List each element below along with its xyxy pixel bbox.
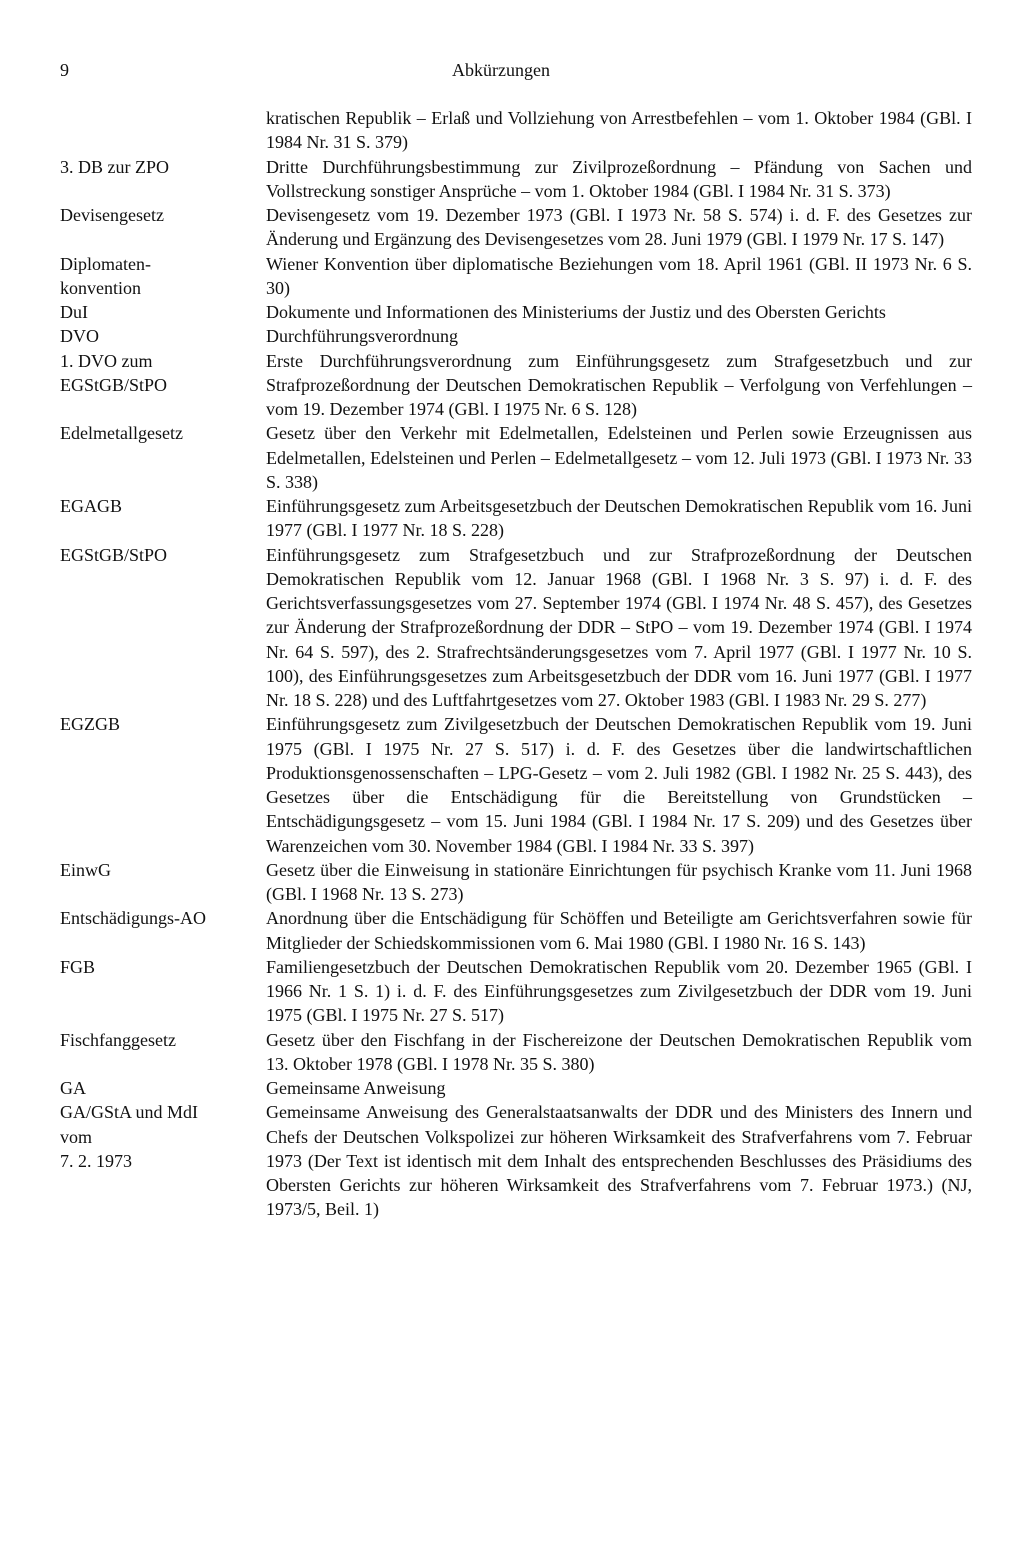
abbreviation-definition: Gesetz über den Verkehr mit Edelmetallen, Edelsteinen und Perlen sowie Erzeugnissen aus Edelmetallen, Edelsteinen und Perlen – Edelmetallgesetz – vom 12. Juli 1973 (GBl. I 1973 Nr. 33 S. 338) <box>266 423 972 492</box>
abbreviation-term: DVO <box>60 326 99 347</box>
abbreviation-definition: Gemeinsame Anweisung des Generalstaatsanwalts der DDR und des Ministers des Innern und Chefs der Deutschen Volkspolizei zur höheren Wirksamkeit des Strafverfahrens vom 7. Februar 1973 (Der Text ist identisch mit dem Inhalt des entsprechenden Beschlusses des Präsidiums des Obersten Gerichts zur höheren Wirksamkeit des Strafverfahrens vom 7. Februar 1973.) (NJ, 1973/5, Beil. 1) <box>266 1102 972 1220</box>
abbreviation-term: 1. DVO zum EGStGB/StPO <box>60 350 168 395</box>
list-item <box>0 421 1024 494</box>
abbreviation-definition: Durchführungsverordnung <box>266 326 458 347</box>
list-item <box>0 252 1024 301</box>
abbreviation-definition: Einführungsgesetz zum Arbeitsgesetzbuch der Deutschen Demokratischen Republik vom 16. Juni 1977 (GBl. I 1977 Nr. 18 S. 228) <box>266 496 972 541</box>
abbreviation-definition: Anordnung über die Entschädigung für Schöffen und Beteiligte am Gerichtsverfahren sowie für Mitglieder der Schiedskommissionen vom 6. Mai 1980 (GBl. I 1980 Nr. 16 S. 143) <box>266 908 972 953</box>
abbreviation-definition: Erste Durchführungsverordnung zum Einführungsgesetz zum Strafgesetzbuch und zur Strafprozeßordnung der Deutschen Demokratischen Republik – Verfolgung von Verfehlungen – vom 19. Dezember 1974 (GBl. I 1975 Nr. 6 S. 128) <box>266 350 972 419</box>
abbreviation-definition: kratischen Republik – Erlaß und Vollziehung von Arrestbefehlen – vom 1. Oktober 1984 (GBl. I 1984 Nr. 31 S. 379) <box>266 108 972 153</box>
abbreviation-term: EGZGB <box>60 714 120 735</box>
running-title: Abkürzungen <box>452 60 550 80</box>
abbreviation-definition: Wiener Konvention über diplomatische Beziehungen vom 18. April 1961 (GBl. II 1973 Nr. 6 S. 30) <box>266 253 972 298</box>
list-item <box>0 712 1024 858</box>
abbreviation-term: EinwG <box>60 859 111 880</box>
list-item <box>0 300 1024 324</box>
list-item <box>0 1076 1024 1100</box>
list-item <box>0 1100 1024 1221</box>
abbreviation-definition: Devisengesetz vom 19. Dezember 1973 (GBl. I 1973 Nr. 58 S. 574) i. d. F. des Gesetzes zur Änderung und Ergänzung des Devisengesetzes vom 28. Juni 1979 (GBl. I 1979 Nr. 17 S. 147) <box>266 205 972 250</box>
abbreviation-definition: Gesetz über die Einweisung in stationäre Einrichtungen für psychisch Kranke vom 11. Juni 1968 (GBl. I 1968 Nr. 13 S. 273) <box>266 859 972 904</box>
list-item <box>0 858 1024 907</box>
abbreviation-term: DuI <box>60 302 88 322</box>
abbreviation-definition: Gesetz über den Fischfang in der Fischereizone der Deutschen Demokratischen Republik vom 13. Oktober 1978 (GBl. I 1978 Nr. 35 S. 380) <box>266 1029 972 1074</box>
list-item <box>0 106 1024 155</box>
abbreviation-term: Edelmetallgesetz <box>60 423 183 444</box>
abbreviation-term: EGStGB/StPO <box>60 544 168 565</box>
abbreviation-definition: Einführungsgesetz zum Strafgesetzbuch und zur Strafprozeßordnung der Deutschen Demokratischen Republik vom 12. Januar 1968 (GBl. I 1968 Nr. 3 S. 97) i. d. F. des Gerichtsverfassungsgesetzes vom 27. September 1974 (GBl. I 1974 Nr. 48 S. 457), des Gesetzes zur Änderung der Strafprozeßordnung der DDR – StPO – vom 19. Dezember 1974 (GBl. I 1974 Nr. 64 S. 597), des 2. Strafrechtsänderungsgesetzes vom 7. April 1977 (GBl. I 1977 Nr. 10 S. 100), des Einführungsgesetzes zum Arbeitsgesetzbuch der DDR vom 16. Juni 1977 (GBl. I 1977 Nr. 18 S. 228) und des Luftfahrtgesetzes vom 27. Oktober 1983 (GBl. I 1983 Nr. 29 S. 277) <box>266 544 972 710</box>
list-item <box>0 955 1024 1028</box>
abbreviation-term: FGB <box>60 956 96 977</box>
list-item <box>0 1028 1024 1077</box>
abbreviation-term: Devisengesetz <box>60 205 164 225</box>
abbreviation-term: Entschädigungs-AO <box>60 908 206 929</box>
abbreviation-term: Fischfanggesetz <box>60 1029 176 1050</box>
list-item <box>0 324 1024 348</box>
page-number: 9 <box>60 60 69 80</box>
list-item <box>0 906 1024 955</box>
abbreviation-definition: Dokumente und Informationen des Ministeriums der Justiz und des Obersten Gerichts <box>266 302 886 322</box>
list-item <box>0 349 1024 422</box>
abbreviation-term: GA <box>60 1078 86 1098</box>
abbreviation-term: EGAGB <box>60 496 122 516</box>
abbreviation-definition: Gemeinsame Anweisung <box>266 1078 446 1098</box>
abbreviation-term: GA/GStA und MdI vom 7. 2. 1973 <box>60 1102 199 1171</box>
abbreviation-list <box>0 106 1024 1222</box>
list-item <box>0 494 1024 543</box>
abbreviation-definition: Einführungsgesetz zum Zivilgesetzbuch der Deutschen Demokratischen Republik vom 19. Juni 1975 (GBl. I 1975 Nr. 27 S. 517) i. d. F. des Gesetzes über die landwirtschaftlichen Produktionsgenossenschaften – LPG-Gesetz – vom 2. Juli 1982 (GBl. I 1982 Nr. 25 S. 443), des Gesetzes über die Entschädigung für die Bereitstellung von Grundstücken – Entschädigungsgesetz – vom 15. Juni 1984 (GBl. I 1984 Nr. 17 S. 209) und des Gesetzes über Warenzeichen vom 30. November 1984 (GBl. I 1984 Nr. 33 S. 397) <box>266 714 972 856</box>
abbreviation-term: 3. DB zur ZPO <box>60 156 169 177</box>
list-item <box>0 203 1024 252</box>
list-item <box>0 543 1024 713</box>
list-item <box>0 155 1024 204</box>
abbreviation-term: Diplomaten- konvention <box>60 253 151 298</box>
abbreviation-definition: Dritte Durchführungsbestimmung zur Zivilprozeßordnung – Pfändung von Sachen und Vollstreckung sonstiger Ansprüche – vom 1. Oktober 1984 (GBl. I 1984 Nr. 31 S. 373) <box>266 156 972 201</box>
abbreviation-definition: Familiengesetzbuch der Deutschen Demokratischen Republik vom 20. Dezember 1965 (GBl. I 1966 Nr. 1 S. 1) i. d. F. des Einführungsgesetzes zum Zivilgesetzbuch der DDR vom 19. Juni 1975 (GBl. I 1975 Nr. 27 S. 517) <box>266 956 972 1026</box>
